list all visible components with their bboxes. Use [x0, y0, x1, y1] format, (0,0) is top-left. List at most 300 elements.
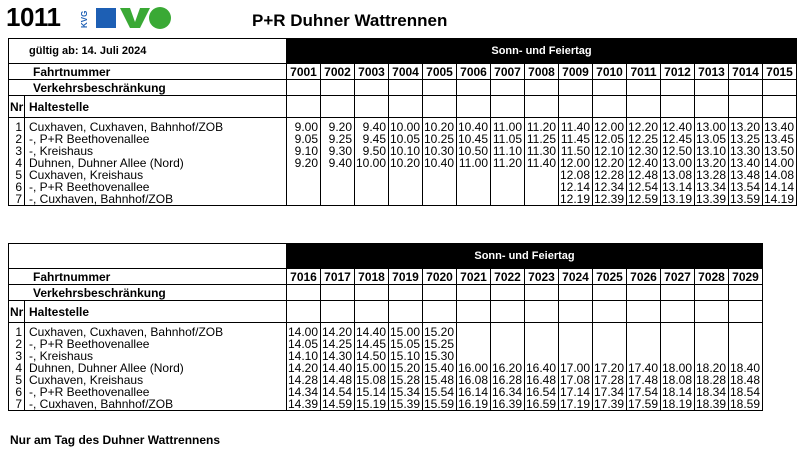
restriction-cell [525, 80, 559, 96]
departure-time: 15.30 [423, 349, 454, 363]
svg-text:KVG: KVG [80, 10, 89, 28]
stop-number: 3 [15, 349, 22, 363]
departure-time: 15.00 [389, 325, 420, 339]
stop-number: 6 [15, 385, 22, 399]
departure-time: 16.59 [525, 397, 556, 411]
departure-time: 17.08 [559, 373, 590, 387]
departure-time: 12.59 [627, 192, 658, 206]
stop-header-cell [661, 301, 695, 323]
departure-time [627, 326, 658, 338]
departure-time: 16.08 [457, 373, 488, 387]
departure-time: 16.14 [457, 385, 488, 399]
trip-number: 7010 [593, 64, 627, 80]
departure-time: 18.40 [729, 361, 760, 375]
stops-body-row [9, 118, 797, 206]
restriction-cell [593, 80, 627, 96]
trip-number: 7007 [491, 64, 525, 80]
departure-time: 11.10 [492, 144, 522, 158]
restriction-cell [423, 80, 457, 96]
departure-time: 13.20 [695, 156, 726, 170]
departure-time: 13.39 [695, 192, 726, 206]
trip-times-column [661, 118, 695, 206]
departure-time: 13.19 [661, 192, 692, 206]
stop-header-cell [525, 96, 559, 118]
stop-header-cell [287, 96, 321, 118]
departure-time: 18.14 [661, 385, 692, 399]
departure-time [491, 338, 522, 350]
stop-header-cell [695, 301, 729, 323]
departure-time: 13.48 [729, 168, 760, 182]
stop-header-cell [729, 96, 763, 118]
departure-time: 11.40 [560, 120, 590, 134]
departure-time [423, 169, 454, 181]
departure-time [627, 338, 658, 350]
departure-time: 14.48 [321, 373, 352, 387]
departure-time [525, 181, 556, 193]
restriction-cell [287, 80, 321, 96]
stop-number: 7 [15, 397, 22, 411]
restriction-cell [389, 285, 423, 301]
stop-column [25, 323, 287, 411]
departure-time: 13.25 [729, 132, 760, 146]
departure-time [695, 338, 726, 350]
trip-times-column [525, 323, 559, 411]
restriction-label: Verkehrsbeschränkung [9, 80, 287, 96]
restriction-label: Verkehrsbeschränkung [9, 285, 287, 301]
departure-time: 10.20 [423, 120, 454, 134]
departure-time [661, 326, 692, 338]
stop-header-cell [559, 96, 593, 118]
departure-time: 17.54 [627, 385, 658, 399]
stop-header-cell [661, 96, 695, 118]
departure-time [695, 326, 726, 338]
stop-header-cell [321, 96, 355, 118]
stop-name: Duhnen, Duhner Allee (Nord) [29, 156, 184, 170]
departure-time: 14.08 [763, 168, 794, 182]
trip-number: 7019 [389, 269, 423, 285]
trip-times-column [593, 118, 627, 206]
departure-time: 9.30 [328, 144, 352, 158]
departure-time: 12.54 [627, 180, 658, 194]
departure-time: 11.00 [458, 156, 488, 170]
stop-header-cell [423, 301, 457, 323]
trip-number: 7004 [389, 64, 423, 80]
trip-number: 7006 [457, 64, 491, 80]
stop-header-cell [287, 301, 321, 323]
departure-time: 13.40 [763, 120, 794, 134]
trip-times-column [355, 323, 389, 411]
departure-time: 18.54 [729, 385, 760, 399]
restriction-cell [729, 285, 763, 301]
departure-time: 15.00 [355, 361, 386, 375]
departure-time: 14.20 [287, 361, 318, 375]
trip-number: 7009 [559, 64, 593, 80]
departure-time [729, 326, 760, 338]
departure-time [287, 169, 318, 181]
departure-time: 9.00 [294, 120, 318, 134]
departure-time: 10.40 [423, 156, 454, 170]
departure-time: 10.20 [389, 156, 420, 170]
stop-name: Duhnen, Duhner Allee (Nord) [29, 361, 184, 375]
departure-time [559, 338, 590, 350]
departure-time: 15.20 [389, 361, 420, 375]
departure-time: 16.48 [525, 373, 556, 387]
departure-time [287, 181, 318, 193]
departure-time: 9.05 [294, 132, 318, 146]
departure-time: 14.14 [763, 180, 794, 194]
stop-header-cell [593, 96, 627, 118]
departure-time: 13.05 [695, 132, 726, 146]
departure-time: 12.00 [559, 156, 590, 170]
stop-name: -, P+R Beethovenallee [29, 337, 150, 351]
trip-number: 7014 [729, 64, 763, 80]
restriction-cell [695, 285, 729, 301]
valid-from-label: gültig ab: 14. Juli 2024 [9, 39, 287, 64]
departure-time: 14.05 [287, 337, 318, 351]
stop-name: Cuxhaven, Kreishaus [29, 373, 144, 387]
departure-time: 10.45 [457, 132, 488, 146]
trip-number: 7024 [559, 269, 593, 285]
stop-name: Cuxhaven, Cuxhaven, Bahnhof/ZOB [29, 325, 224, 339]
departure-time: 15.59 [423, 397, 454, 411]
trip-number: 7015 [763, 64, 797, 80]
departure-time [491, 169, 522, 181]
departure-time: 13.50 [763, 144, 794, 158]
departure-time: 15.19 [355, 397, 386, 411]
trip-number: 7017 [321, 269, 355, 285]
departure-time: 10.30 [423, 144, 454, 158]
trip-number: 7022 [491, 269, 525, 285]
departure-time: 13.10 [695, 144, 726, 158]
restriction-cell [525, 285, 559, 301]
departure-time: 16.20 [491, 361, 522, 375]
stop-header: Haltestelle [25, 301, 287, 323]
departure-time [457, 169, 488, 181]
departure-time [355, 169, 386, 181]
stop-number: 4 [15, 156, 22, 170]
trip-number: 7029 [729, 269, 763, 285]
departure-time: 11.20 [492, 156, 522, 170]
nr-header: Nr [9, 301, 25, 323]
restriction-cell [491, 285, 525, 301]
departure-time: 11.30 [526, 144, 556, 158]
departure-time: 18.08 [661, 373, 692, 387]
trip-times-column [593, 323, 627, 411]
departure-time: 10.10 [389, 144, 420, 158]
departure-time: 17.34 [593, 385, 624, 399]
restriction-cell [627, 80, 661, 96]
departure-time: 13.34 [695, 180, 726, 194]
stop-header-cell [321, 301, 355, 323]
departure-time: 12.40 [661, 120, 692, 134]
departure-time: 16.40 [525, 361, 556, 375]
departure-time: 18.20 [695, 361, 726, 375]
trip-number: 7016 [287, 269, 321, 285]
departure-time: 16.54 [525, 385, 556, 399]
trip-times-column [423, 118, 457, 206]
departure-time: 15.28 [389, 373, 420, 387]
departure-time: 9.50 [362, 144, 386, 158]
trip-times-column [559, 118, 593, 206]
departure-time: 13.08 [661, 168, 692, 182]
trip-number: 7023 [525, 269, 559, 285]
stop-name: -, P+R Beethovenallee [29, 385, 150, 399]
departure-time [593, 338, 624, 350]
kvg-logo [80, 4, 172, 32]
stop-column [25, 118, 287, 206]
departure-time: 14.20 [321, 325, 352, 339]
restriction-cell [763, 80, 797, 96]
departure-time: 14.25 [321, 337, 352, 351]
departure-time: 15.14 [355, 385, 386, 399]
nr-column [9, 118, 25, 206]
departure-time: 9.40 [328, 156, 352, 170]
trip-number-label: Fahrtnummer [9, 64, 287, 80]
departure-time: 13.00 [661, 156, 692, 170]
footnote: Nur am Tag des Duhner Wattrennens [10, 433, 221, 447]
trip-times-column [729, 323, 763, 411]
stop-header-cell [525, 301, 559, 323]
departure-time: 17.59 [627, 397, 658, 411]
departure-time: 13.30 [729, 144, 760, 158]
departure-time: 18.19 [661, 397, 692, 411]
departure-time: 10.00 [389, 120, 420, 134]
stop-header-cell [627, 301, 661, 323]
departure-time: 14.54 [321, 385, 352, 399]
departure-time: 17.48 [627, 373, 658, 387]
trip-number: 7011 [627, 64, 661, 80]
restriction-row [9, 285, 763, 301]
restriction-cell [627, 285, 661, 301]
departure-time: 14.50 [355, 349, 386, 363]
departure-time: 9.45 [362, 132, 386, 146]
trip-times-column [525, 118, 559, 206]
page-header [0, 0, 800, 36]
departure-time: 15.05 [389, 337, 420, 351]
departure-time [661, 338, 692, 350]
departure-time [593, 326, 624, 338]
departure-time: 16.39 [491, 397, 522, 411]
departure-time: 11.20 [526, 120, 556, 134]
departure-time: 17.39 [593, 397, 624, 411]
departure-time: 15.40 [423, 361, 454, 375]
trip-times-column [491, 323, 525, 411]
stop-header-cell [695, 96, 729, 118]
departure-time: 12.20 [593, 156, 624, 170]
stop-header-cell [423, 96, 457, 118]
departure-time: 13.20 [729, 120, 760, 134]
trip-times-column [389, 323, 423, 411]
trip-number: 7003 [355, 64, 389, 80]
stop-header: Haltestelle [25, 96, 287, 118]
trip-times-column [423, 323, 457, 411]
restriction-cell [729, 80, 763, 96]
restriction-cell [355, 80, 389, 96]
departure-time [321, 169, 352, 181]
departure-time: 11.00 [492, 120, 522, 134]
trip-number: 7020 [423, 269, 457, 285]
trip-number: 7008 [525, 64, 559, 80]
departure-time: 10.00 [355, 156, 386, 170]
departure-time [491, 181, 522, 193]
day-type-banner: Sonn- und Feiertag [287, 244, 763, 269]
restriction-cell [593, 285, 627, 301]
departure-time [287, 193, 318, 205]
departure-time: 14.45 [355, 337, 386, 351]
departure-time: 14.40 [355, 325, 386, 339]
departure-time [729, 338, 760, 350]
stop-name: -, Cuxhaven, Bahnhof/ZOB [29, 397, 174, 411]
stop-name: Cuxhaven, Cuxhaven, Bahnhof/ZOB [29, 120, 224, 134]
stop-number: 1 [15, 325, 22, 339]
trip-times-column [355, 118, 389, 206]
departure-time: 17.14 [559, 385, 590, 399]
trip-times-column [661, 323, 695, 411]
stop-header-cell [729, 301, 763, 323]
stop-number: 5 [15, 168, 22, 182]
departure-time: 18.00 [661, 361, 692, 375]
departure-time: 10.05 [389, 132, 420, 146]
stop-header-cell [627, 96, 661, 118]
departure-time: 13.45 [763, 132, 794, 146]
stop-header-cell [457, 96, 491, 118]
departure-time: 14.39 [287, 397, 318, 411]
departure-time: 10.40 [457, 120, 488, 134]
stop-header-cell [355, 301, 389, 323]
departure-time: 10.50 [457, 144, 488, 158]
stop-name: -, Kreishaus [29, 144, 94, 158]
page-title: P+R Duhner Wattrennen [252, 11, 448, 30]
departure-time: 14.34 [287, 385, 318, 399]
departure-time: 15.34 [389, 385, 420, 399]
departure-time: 12.19 [559, 192, 590, 206]
departure-time [491, 326, 522, 338]
day-type-banner: Sonn- und Feiertag [287, 39, 797, 64]
trip-number: 7012 [661, 64, 695, 80]
stop-header-cell [389, 96, 423, 118]
trip-number: 7018 [355, 269, 389, 285]
departure-time: 12.30 [627, 144, 658, 158]
stop-header-row [9, 301, 763, 323]
trip-times-column [321, 323, 355, 411]
departure-time: 9.40 [362, 120, 386, 134]
trip-times-column [389, 118, 423, 206]
trip-number: 7002 [321, 64, 355, 80]
trip-number: 7026 [627, 269, 661, 285]
departure-time: 18.59 [729, 397, 760, 411]
trip-number-label: Fahrtnummer [9, 269, 287, 285]
departure-time: 15.54 [423, 385, 454, 399]
departure-time: 15.25 [423, 337, 454, 351]
stop-number: 6 [15, 180, 22, 194]
restriction-cell [661, 285, 695, 301]
departure-time: 12.45 [661, 132, 692, 146]
departure-time: 9.10 [294, 144, 318, 158]
departure-time: 16.00 [457, 361, 488, 375]
departure-time: 11.50 [560, 144, 590, 158]
restriction-cell [423, 285, 457, 301]
restriction-cell [355, 285, 389, 301]
restriction-cell [661, 80, 695, 96]
departure-time: 9.25 [328, 132, 352, 146]
trip-times-column [627, 323, 661, 411]
trip-times-column [763, 118, 797, 206]
stop-number: 2 [15, 337, 22, 351]
stop-name: -, Cuxhaven, Bahnhof/ZOB [29, 192, 174, 206]
line-number: 1011 [6, 2, 61, 32]
departure-time [321, 193, 352, 205]
trip-times-column [729, 118, 763, 206]
departure-time [355, 181, 386, 193]
trip-number: 7027 [661, 269, 695, 285]
trip-times-column [287, 323, 321, 411]
departure-time [389, 169, 420, 181]
departure-time: 14.10 [287, 349, 318, 363]
stop-number: 5 [15, 373, 22, 387]
restriction-cell [695, 80, 729, 96]
departure-time: 14.28 [287, 373, 318, 387]
stop-header-cell [389, 301, 423, 323]
valid-from-label [9, 244, 287, 269]
departure-time: 12.25 [627, 132, 658, 146]
departure-time [423, 193, 454, 205]
departure-time: 13.40 [729, 156, 760, 170]
departure-time: 14.40 [321, 361, 352, 375]
stop-header-cell [491, 301, 525, 323]
departure-time [355, 193, 386, 205]
departure-time: 12.05 [593, 132, 624, 146]
stop-header-cell [763, 96, 797, 118]
stop-header-row [9, 96, 797, 118]
stop-name: -, Kreishaus [29, 349, 94, 363]
departure-time: 14.30 [321, 349, 352, 363]
trip-times-column [287, 118, 321, 206]
stop-name: -, P+R Beethovenallee [29, 180, 150, 194]
departure-time: 14.19 [763, 192, 794, 206]
stop-number: 2 [15, 132, 22, 146]
departure-time: 12.39 [593, 192, 624, 206]
departure-time: 17.00 [559, 361, 590, 375]
departure-time: 14.59 [321, 397, 352, 411]
departure-time: 12.50 [661, 144, 692, 158]
restriction-cell [457, 285, 491, 301]
stops-body-row [9, 323, 763, 411]
timetable-2 [8, 243, 763, 411]
departure-time: 17.28 [593, 373, 624, 387]
restriction-cell [491, 80, 525, 96]
trip-number-row [9, 64, 797, 80]
departure-time: 15.39 [389, 397, 420, 411]
stop-header-cell [355, 96, 389, 118]
departure-time: 16.19 [457, 397, 488, 411]
departure-time [389, 181, 420, 193]
stop-header-cell [457, 301, 491, 323]
restriction-cell [389, 80, 423, 96]
departure-time [525, 193, 556, 205]
stop-number: 1 [15, 120, 22, 134]
departure-time: 11.05 [492, 132, 522, 146]
trip-times-column [559, 323, 593, 411]
departure-time: 9.20 [328, 120, 352, 134]
trip-times-column [627, 118, 661, 206]
departure-time: 18.28 [695, 373, 726, 387]
departure-time [321, 181, 352, 193]
departure-time: 18.34 [695, 385, 726, 399]
restriction-cell [457, 80, 491, 96]
stop-header-cell [593, 301, 627, 323]
departure-time [525, 326, 556, 338]
restriction-cell [559, 80, 593, 96]
